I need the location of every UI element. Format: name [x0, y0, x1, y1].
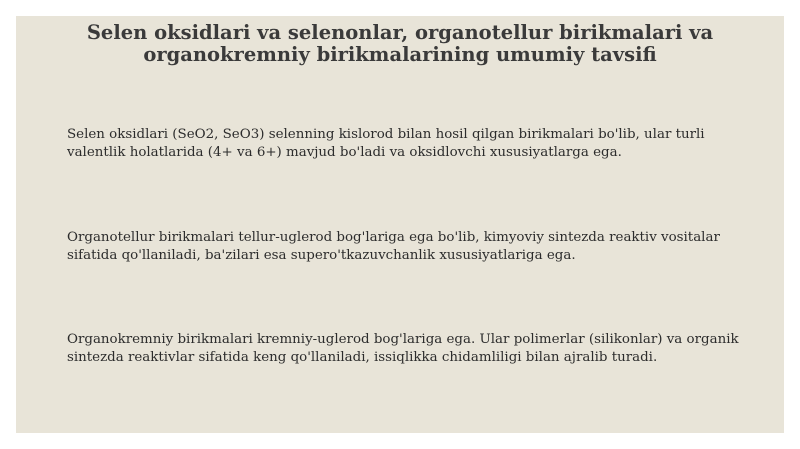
slide-title: Selen oksidlari va selenonlar, organotellur birikmalari va organokremniy birikmalarining umumiy tavsifi [86, 21, 714, 66]
paragraph-organokremniy: Organokremniy birikmalari kremniy-uglerod bog'lariga ega. Ular polimerlar (silikonlar) va organik sintezda reaktivlar sifatida keng qo'llaniladi, issiqlikka chidamliligi bilan ajralib turadi. [67, 332, 739, 365]
paragraph-selen-oxides: Selen oksidlari (SeO2, SeO3) selenning kislorod bilan hosil qilgan birikmalari bo'lib, ular turli valentlik holatlarida (4+ va 6+) mavjud bo'ladi va oksidlovchi xususiyatlarga ega. [67, 127, 705, 160]
paragraph-organotellur: Organotellur birikmalari tellur-uglerod bog'lariga ega bo'lib, kimyoviy sintezda reaktiv vositalar sifatida qo'llaniladi, ba'zilari esa supero'tkazuvchanlik xususiyatlariga ega. [67, 230, 720, 263]
slide [16, 16, 784, 433]
